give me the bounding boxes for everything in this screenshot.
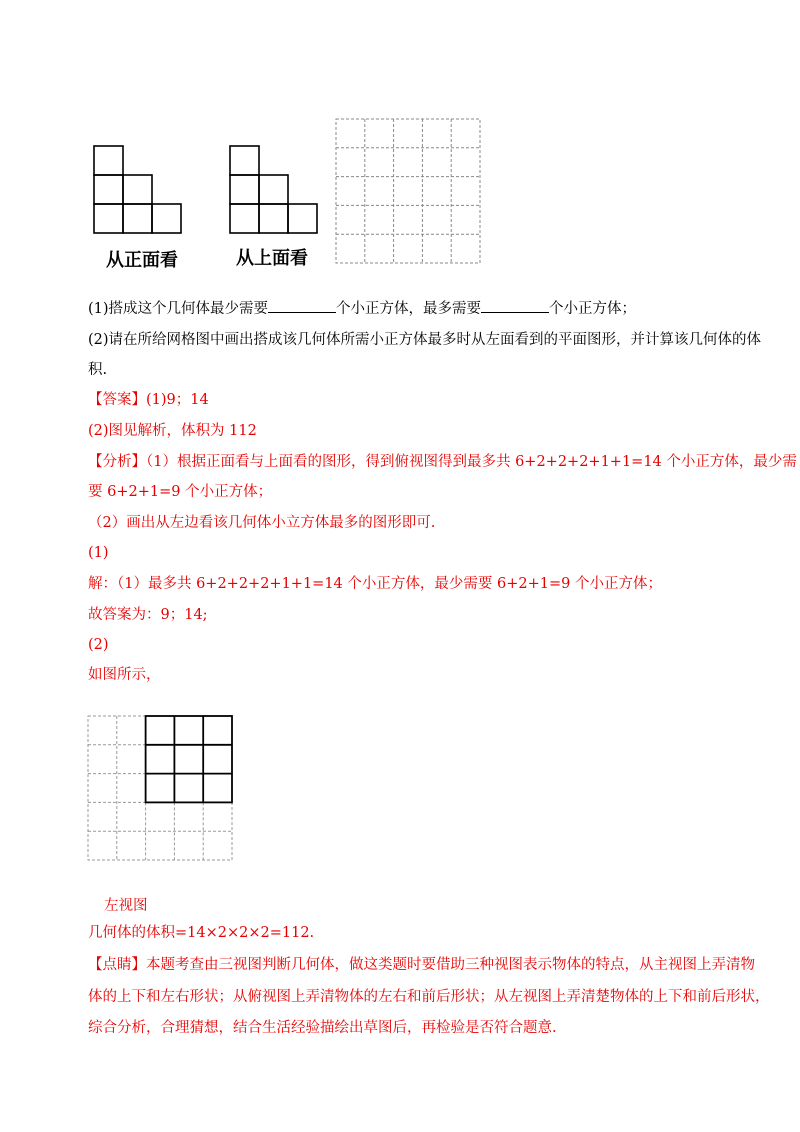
- answer-blank-max[interactable]: [481, 298, 549, 313]
- question-1: [88, 298, 636, 319]
- solution-gu: 故答案为：9；14;: [88, 607, 208, 623]
- question-2-line-1: (2)请在所给网格图中画出搭成该几何体所需小正方体最多时从左面看到的平面图形，并计算该几何体的体: [88, 332, 762, 348]
- left-view-figure: [88, 716, 234, 862]
- comment-line-3: 综合分析，合理猜想，结合生活经验描绘出草图后，再检验是否符合题意.: [88, 1020, 557, 1036]
- comment-tag: 【点睛】: [88, 957, 146, 973]
- answer-tag: 【答案】: [88, 392, 146, 408]
- analysis-line-2: 要 6+2+1=9 个小正方体；: [88, 484, 273, 500]
- comment-line-1: [88, 955, 755, 975]
- question-1-text-a: (1)搭成这个几何体最少需要: [88, 301, 269, 317]
- solution-jie: 解：（1）最多共 6+2+2+2+1+1=14 个小正方体，最少需要 6+2+1=9 个小正方体；: [88, 576, 662, 592]
- front-view-figure: [94, 146, 184, 236]
- volume-line: 几何体的体积=14×2×2×2=112.: [88, 925, 315, 941]
- solution-part-1-label: (1): [88, 545, 109, 561]
- top-view-figure: [230, 146, 320, 236]
- solution-part-2-label: (2): [88, 637, 109, 653]
- answer-line-2: (2)图见解析，体积为 112: [88, 423, 257, 439]
- question-1-text-c: 个小正方体；: [549, 301, 637, 317]
- analysis-line-1: [88, 452, 797, 472]
- analysis-line-3: （2）画出从左边看该几何体小立方体最多的图形即可.: [88, 515, 436, 531]
- analysis-tag: 【分析】: [88, 454, 146, 470]
- question-1-text-b: 个小正方体，最多需要: [336, 301, 482, 317]
- top-view-label: 从上面看: [236, 248, 308, 269]
- comment-line-2: 体的上下和左右形状；从俯视图上弄清物体的左右和前后形状；从左视图上弄清楚物体的上下和前后形状，: [88, 989, 770, 1005]
- solution-rutu: 如图所示，: [88, 667, 161, 683]
- left-view-label: 左视图: [104, 898, 148, 914]
- answer-text-1: (1)9；14: [146, 392, 209, 408]
- analysis-text-1: （1）根据正面看与上面看的图形，得到俯视图得到最多共 6+2+2+2+1+1=14 个小正方体，最少需: [146, 454, 797, 470]
- answer-line-1: [88, 390, 209, 410]
- empty-dashed-grid: [336, 119, 482, 265]
- front-view-label: 从正面看: [106, 250, 178, 271]
- comment-text-1: 本题考查由三视图判断几何体，做这类题时要借助三种视图表示物体的特点，从主视图上弄清物: [146, 957, 755, 973]
- question-2-line-2: 积.: [88, 362, 108, 378]
- answer-blank-min[interactable]: [268, 298, 336, 313]
